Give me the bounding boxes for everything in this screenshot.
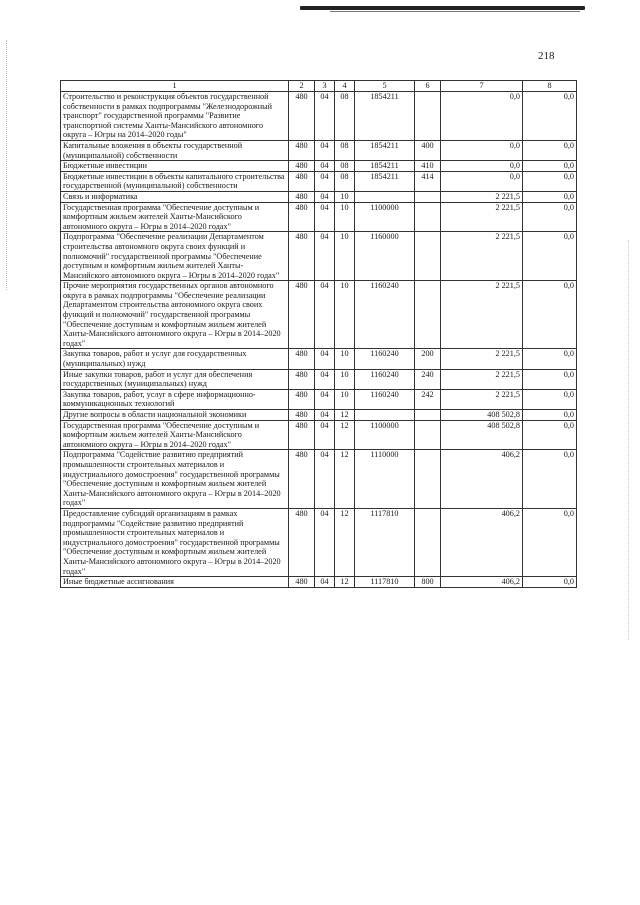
scan-top-rule (300, 6, 585, 10)
row-target-article: 1160240 (355, 369, 415, 389)
row-name: Закупка товаров, работ, услуг в сфере информационно-коммуникационных технологий (61, 389, 289, 409)
row-subsection-code: 10 (335, 281, 355, 349)
row-section-code: 04 (315, 420, 335, 450)
scan-top-rule-thin (330, 11, 580, 12)
row-ministry-code: 480 (289, 92, 315, 141)
scan-left-margin-marks (6, 40, 11, 290)
table-row (61, 349, 577, 369)
row-subsection-code: 08 (335, 161, 355, 172)
row-expense-type (415, 420, 441, 450)
page-number: 218 (538, 50, 555, 62)
row-section-code: 04 (315, 161, 335, 172)
row-amount: 2 221,5 (441, 232, 523, 281)
header-col-5: 5 (355, 81, 415, 92)
row-ministry-code: 480 (289, 171, 315, 191)
row-ministry-code: 480 (289, 191, 315, 202)
table-body (61, 92, 577, 588)
row-target-article: 1854211 (355, 140, 415, 160)
row-amount: 2 221,5 (441, 369, 523, 389)
row-expense-type (415, 92, 441, 141)
row-amount: 408 502,8 (441, 410, 523, 421)
row-amount-2: 0,0 (523, 410, 577, 421)
row-amount-2: 0,0 (523, 369, 577, 389)
row-expense-type (415, 410, 441, 421)
row-amount: 2 221,5 (441, 389, 523, 409)
row-target-article: 1854211 (355, 171, 415, 191)
row-amount: 0,0 (441, 92, 523, 141)
row-amount: 0,0 (441, 171, 523, 191)
row-section-code: 04 (315, 508, 335, 576)
row-section-code: 04 (315, 577, 335, 588)
row-ministry-code: 480 (289, 140, 315, 160)
row-amount-2: 0,0 (523, 171, 577, 191)
row-amount-2: 0,0 (523, 161, 577, 172)
row-name: Иные бюджетные ассигнования (61, 577, 289, 588)
row-expense-type (415, 232, 441, 281)
row-amount-2: 0,0 (523, 420, 577, 450)
row-section-code: 04 (315, 92, 335, 141)
row-expense-type: 242 (415, 389, 441, 409)
table-header-row (61, 81, 577, 92)
row-amount-2: 0,0 (523, 349, 577, 369)
row-name: Иные закупки товаров, работ и услуг для обеспечения государственных (муниципальных) нужд (61, 369, 289, 389)
row-expense-type: 800 (415, 577, 441, 588)
row-expense-type (415, 281, 441, 349)
row-subsection-code: 10 (335, 369, 355, 389)
row-amount: 2 221,5 (441, 191, 523, 202)
row-target-article: 1100000 (355, 202, 415, 232)
row-name: Капитальные вложения в объекты государственной (муниципальной) собственности (61, 140, 289, 160)
row-ministry-code: 480 (289, 389, 315, 409)
row-target-article: 1160000 (355, 232, 415, 281)
row-subsection-code: 12 (335, 450, 355, 509)
row-subsection-code: 10 (335, 202, 355, 232)
row-amount: 406,2 (441, 577, 523, 588)
row-subsection-code: 10 (335, 232, 355, 281)
table-row (61, 389, 577, 409)
row-target-article: 1854211 (355, 92, 415, 141)
header-col-7: 7 (441, 81, 523, 92)
row-name: Государственная программа "Обеспечение доступным и комфортным жильем жителей Ханты-Мансийского автономного округа – Югры в 2014–2020 годах" (61, 420, 289, 450)
row-name: Связь и информатика (61, 191, 289, 202)
table-row (61, 140, 577, 160)
row-section-code: 04 (315, 232, 335, 281)
row-name: Строительство и реконструкция объектов государственной собственности в рамках подпрограммы "Железнодорожный транспорт" государственной программы "Развитие транспортной системы Ханты-Мансийского автономного округа – Югры на 2014–2020 годы" (61, 92, 289, 141)
scan-right-margin-marks (628, 240, 631, 640)
header-col-8: 8 (523, 81, 577, 92)
row-section-code: 04 (315, 202, 335, 232)
row-amount-2: 0,0 (523, 450, 577, 509)
row-ministry-code: 480 (289, 281, 315, 349)
row-section-code: 04 (315, 410, 335, 421)
row-target-article: 1100000 (355, 420, 415, 450)
row-ministry-code: 480 (289, 369, 315, 389)
row-amount-2: 0,0 (523, 92, 577, 141)
row-section-code: 04 (315, 389, 335, 409)
row-name: Другие вопросы в области национальной экономики (61, 410, 289, 421)
row-amount: 2 221,5 (441, 202, 523, 232)
row-name: Подпрограмма "Обеспечение реализации Департаментом строительства автономного округа своих функций и полномочий" государственной программы "Обеспечение доступным и комфортным жильем жителей Ханты-Мансийского автономного округа – Югры в 2014–2020 годах" (61, 232, 289, 281)
row-subsection-code: 12 (335, 410, 355, 421)
row-subsection-code: 12 (335, 420, 355, 450)
row-subsection-code: 08 (335, 171, 355, 191)
row-expense-type: 400 (415, 140, 441, 160)
row-expense-type: 200 (415, 349, 441, 369)
row-amount-2: 0,0 (523, 191, 577, 202)
row-amount: 406,2 (441, 508, 523, 576)
row-target-article (355, 410, 415, 421)
row-ministry-code: 480 (289, 202, 315, 232)
row-expense-type: 410 (415, 161, 441, 172)
row-subsection-code: 10 (335, 191, 355, 202)
table-row (61, 171, 577, 191)
row-name: Закупка товаров, работ и услуг для государственных (муниципальных) нужд (61, 349, 289, 369)
row-section-code: 04 (315, 281, 335, 349)
row-expense-type (415, 191, 441, 202)
row-name: Прочие мероприятия государственных органов автономного округа в рамках подпрограммы "Обеспечение реализации Департаментом строительства автономного округа своих функций и полномочий" государственной программы "Обеспечение доступным и комфортным жильем жителей Ханты-Мансийского автономного округа – Югры в 2014–2020 годах" (61, 281, 289, 349)
table-row (61, 92, 577, 141)
budget-table (60, 80, 577, 588)
row-subsection-code: 12 (335, 508, 355, 576)
row-target-article: 1160240 (355, 349, 415, 369)
row-ministry-code: 480 (289, 349, 315, 369)
row-ministry-code: 480 (289, 450, 315, 509)
table-row (61, 508, 577, 576)
row-section-code: 04 (315, 349, 335, 369)
row-amount-2: 0,0 (523, 232, 577, 281)
row-amount-2: 0,0 (523, 389, 577, 409)
row-expense-type (415, 450, 441, 509)
row-subsection-code: 10 (335, 389, 355, 409)
row-section-code: 04 (315, 369, 335, 389)
table-row (61, 420, 577, 450)
row-amount: 408 502,8 (441, 420, 523, 450)
row-ministry-code: 480 (289, 577, 315, 588)
table-row (61, 369, 577, 389)
row-name: Бюджетные инвестиции (61, 161, 289, 172)
row-target-article: 1160240 (355, 389, 415, 409)
row-expense-type: 240 (415, 369, 441, 389)
row-expense-type (415, 508, 441, 576)
table-row (61, 450, 577, 509)
row-section-code: 04 (315, 450, 335, 509)
row-amount: 0,0 (441, 140, 523, 160)
row-subsection-code: 12 (335, 577, 355, 588)
table-row (61, 410, 577, 421)
row-target-article: 1854211 (355, 161, 415, 172)
row-expense-type (415, 202, 441, 232)
header-col-4: 4 (335, 81, 355, 92)
row-name: Подпрограмма "Содействие развитию предприятий промышленности строительных материалов и индустриального домостроения" государственной программы "Обеспечение доступным и комфортным жильем жителей Ханты-Мансийского автономного округа – Югры в 2014–2020 годах" (61, 450, 289, 509)
row-target-article (355, 191, 415, 202)
table-row (61, 232, 577, 281)
row-amount-2: 0,0 (523, 202, 577, 232)
table-row (61, 281, 577, 349)
row-amount: 2 221,5 (441, 281, 523, 349)
row-amount: 406,2 (441, 450, 523, 509)
row-amount: 0,0 (441, 161, 523, 172)
row-target-article: 1117810 (355, 577, 415, 588)
row-subsection-code: 08 (335, 92, 355, 141)
row-ministry-code: 480 (289, 420, 315, 450)
row-section-code: 04 (315, 140, 335, 160)
row-ministry-code: 480 (289, 410, 315, 421)
row-amount: 2 221,5 (441, 349, 523, 369)
row-name: Предоставление субсидий организациям в рамках подпрограммы "Содействие развитию предприятий промышленности строительных материалов и индустриального домостроения" государственной программы "Обеспечение доступным и комфортным жильем жителей Ханты-Мансийского автономного округа – Югры в 2014–2020 годах" (61, 508, 289, 576)
row-amount-2: 0,0 (523, 577, 577, 588)
row-subsection-code: 08 (335, 140, 355, 160)
row-section-code: 04 (315, 171, 335, 191)
row-name: Бюджетные инвестиции в объекты капитального строительства государственной (муниципальной) собственности (61, 171, 289, 191)
table-row (61, 577, 577, 588)
row-target-article: 1160240 (355, 281, 415, 349)
header-col-2: 2 (289, 81, 315, 92)
row-target-article: 1110000 (355, 450, 415, 509)
header-col-3: 3 (315, 81, 335, 92)
row-amount-2: 0,0 (523, 140, 577, 160)
row-section-code: 04 (315, 191, 335, 202)
row-ministry-code: 480 (289, 161, 315, 172)
row-target-article: 1117810 (355, 508, 415, 576)
header-col-1: 1 (61, 81, 289, 92)
row-expense-type: 414 (415, 171, 441, 191)
table-row (61, 202, 577, 232)
row-subsection-code: 10 (335, 349, 355, 369)
table-row (61, 191, 577, 202)
row-ministry-code: 480 (289, 232, 315, 281)
row-name: Государственная программа "Обеспечение доступным и комфортным жильем жителей Ханты-Мансийского автономного округа – Югры в 2014–2020 годах" (61, 202, 289, 232)
row-ministry-code: 480 (289, 508, 315, 576)
row-amount-2: 0,0 (523, 281, 577, 349)
row-amount-2: 0,0 (523, 508, 577, 576)
header-col-6: 6 (415, 81, 441, 92)
table-row (61, 161, 577, 172)
